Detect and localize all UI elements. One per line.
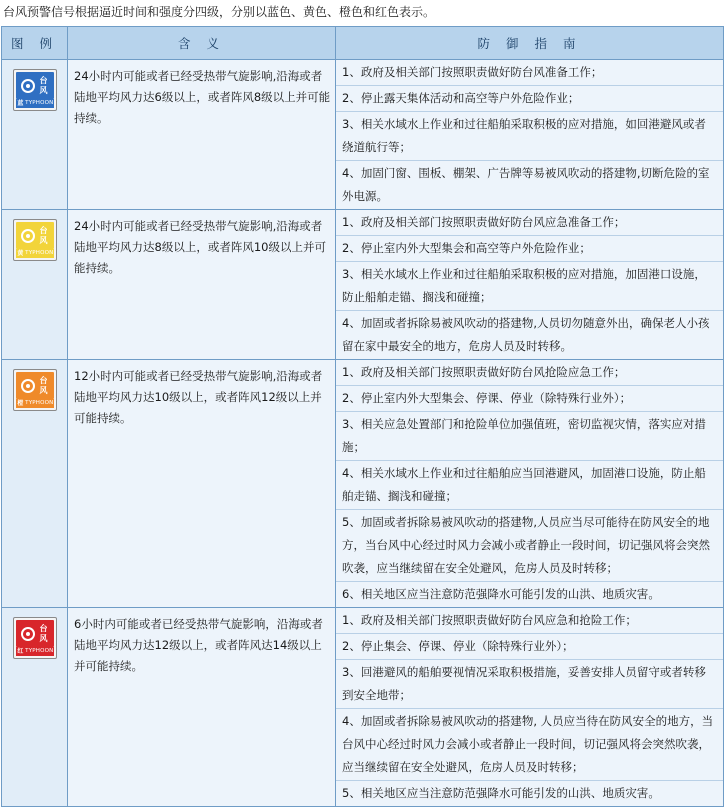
table-row	[2, 210, 724, 360]
typhoon-warning-table	[1, 26, 724, 807]
guide-item: 4、加固或者拆除易被风吹动的搭建物,人员切勿随意外出，确保老人小孩留在家中最安全的地方，危房人员及时转移。	[342, 316, 710, 353]
guide-cell	[336, 608, 724, 807]
header-meaning: 含 义	[68, 27, 336, 60]
typhoon-symbol-icon	[20, 626, 36, 642]
signal-color-band	[16, 72, 54, 99]
signal-label-band	[16, 99, 54, 108]
guide-item: 3、回港避风的船舶要视情况采取积极措施，妥善安排人员留守或者转移到安全地带；	[336, 660, 723, 709]
icon-cell	[2, 60, 68, 210]
signal-color-band	[16, 222, 54, 249]
guide-item: 2、停止露天集体活动和高空等户外危险作业；	[336, 86, 723, 112]
table-header-row	[2, 27, 724, 60]
icon-cell	[2, 210, 68, 360]
signal-level: 黄	[17, 250, 24, 257]
guide-item: 1、政府及相关部门按照职责做好防台风应急和抢险工作；	[336, 608, 723, 634]
meaning-cell: 12小时内可能或者已经受热带气旋影响,沿海或者陆地平均风力达10级以上，或者阵风12级以上并可能持续。	[68, 360, 336, 608]
signal-color-band	[16, 620, 54, 647]
icon-chars: 台风	[39, 225, 48, 245]
header-guide: 防 御 指 南	[336, 27, 724, 60]
guide-item: 1、政府及相关部门按照职责做好防台风应急准备工作；	[336, 210, 723, 236]
signal-label-band	[16, 399, 54, 408]
icon-english-text: TYPHOON	[25, 100, 54, 106]
table-row	[2, 60, 724, 210]
typhoon-symbol-icon	[20, 228, 36, 244]
icon-english-text: TYPHOON	[25, 400, 54, 406]
guide-item: 4、加固或者拆除易被风吹动的搭建物, 人员应当待在防风安全的地方，当台风中心经过时风力会减小或者静止一段时间，切记强风将会突然吹袭，应当继续留在安全处避风，危房人员及时转移；	[336, 709, 723, 781]
guide-cell	[336, 210, 724, 360]
table-row	[2, 608, 724, 807]
guide-item: 4、相关水域水上作业和过往船舶应当回港避风，加固港口设施，防止船舶走锚、搁浅和碰撞；	[336, 461, 723, 510]
guide-item: 6、相关地区应当注意防范强降水可能引发的山洪、地质灾害。	[342, 587, 660, 601]
meaning-cell: 24小时内可能或者已经受热带气旋影响,沿海或者陆地平均风力达6级以上，或者阵风8级以上并可能持续。	[68, 60, 336, 210]
guide-item: 5、相关地区应当注意防范强降水可能引发的山洪、地质灾害。	[342, 786, 660, 800]
guide-item: 1、政府及相关部门按照职责做好防台风抢险应急工作；	[336, 360, 723, 386]
signal-label-band	[16, 647, 54, 656]
guide-item: 5、加固或者拆除易被风吹动的搭建物,人员应当尽可能待在防风安全的地方，当台风中心经过时风力会减小或者静止一段时间，切记强风将会突然吹袭，应当继续留在安全处避风，危房人员及时转移；	[336, 510, 723, 582]
guide-item: 2、停止室内外大型集会、停课、停业（除特殊行业外）；	[336, 386, 723, 412]
guide-cell	[336, 60, 724, 210]
table-row	[2, 360, 724, 608]
signal-color-band	[16, 372, 54, 399]
guide-item: 3、相关水域水上作业和过往船舶采取积极的应对措施，如回港避风或者绕道航行等；	[336, 112, 723, 161]
guide-cell	[336, 360, 724, 608]
signal-label-band	[16, 249, 54, 258]
typhoon-signal-icon	[13, 369, 57, 411]
signal-level: 蓝	[17, 100, 24, 107]
typhoon-signal-icon	[13, 617, 57, 659]
intro-text: 台风预警信号根据逼近时间和强度分四级，分别以蓝色、黄色、橙色和红色表示。	[3, 5, 436, 19]
guide-item: 2、停止室内外大型集会和高空等户外危险作业；	[336, 236, 723, 262]
signal-level: 橙	[17, 400, 24, 407]
meaning-cell: 6小时内可能或者已经受热带气旋影响，沿海或者陆地平均风力达12级以上，或者阵风达14级以上并可能持续。	[68, 608, 336, 807]
typhoon-signal-icon	[13, 219, 57, 261]
meaning-cell: 24小时内可能或者已经受热带气旋影响,沿海或者陆地平均风力达8级以上，或者阵风10级以上并可能持续。	[68, 210, 336, 360]
icon-chars: 台风	[39, 623, 48, 643]
header-icon: 图 例	[2, 27, 68, 60]
typhoon-symbol-icon	[20, 78, 36, 94]
guide-item: 3、相关应急处置部门和抢险单位加强值班，密切监视灾情，落实应对措施；	[336, 412, 723, 461]
icon-chars: 台风	[39, 375, 48, 395]
signal-level: 红	[17, 648, 24, 655]
guide-item: 4、加固门窗、围板、棚架、广告牌等易被风吹动的搭建物,切断危险的室外电源。	[342, 166, 710, 203]
guide-item: 1、政府及相关部门按照职责做好防台风准备工作；	[336, 60, 723, 86]
guide-item: 2、停止集会、停课、停业（除特殊行业外）；	[336, 634, 723, 660]
icon-cell	[2, 608, 68, 807]
icon-cell	[2, 360, 68, 608]
icon-chars: 台风	[39, 75, 48, 95]
guide-item: 3、相关水域水上作业和过往船舶采取积极的应对措施，加固港口设施，防止船舶走锚、搁浅和碰撞；	[336, 262, 723, 311]
icon-english-text: TYPHOON	[25, 648, 54, 654]
typhoon-symbol-icon	[20, 378, 36, 394]
typhoon-signal-icon	[13, 69, 57, 111]
icon-english-text: TYPHOON	[25, 250, 54, 256]
